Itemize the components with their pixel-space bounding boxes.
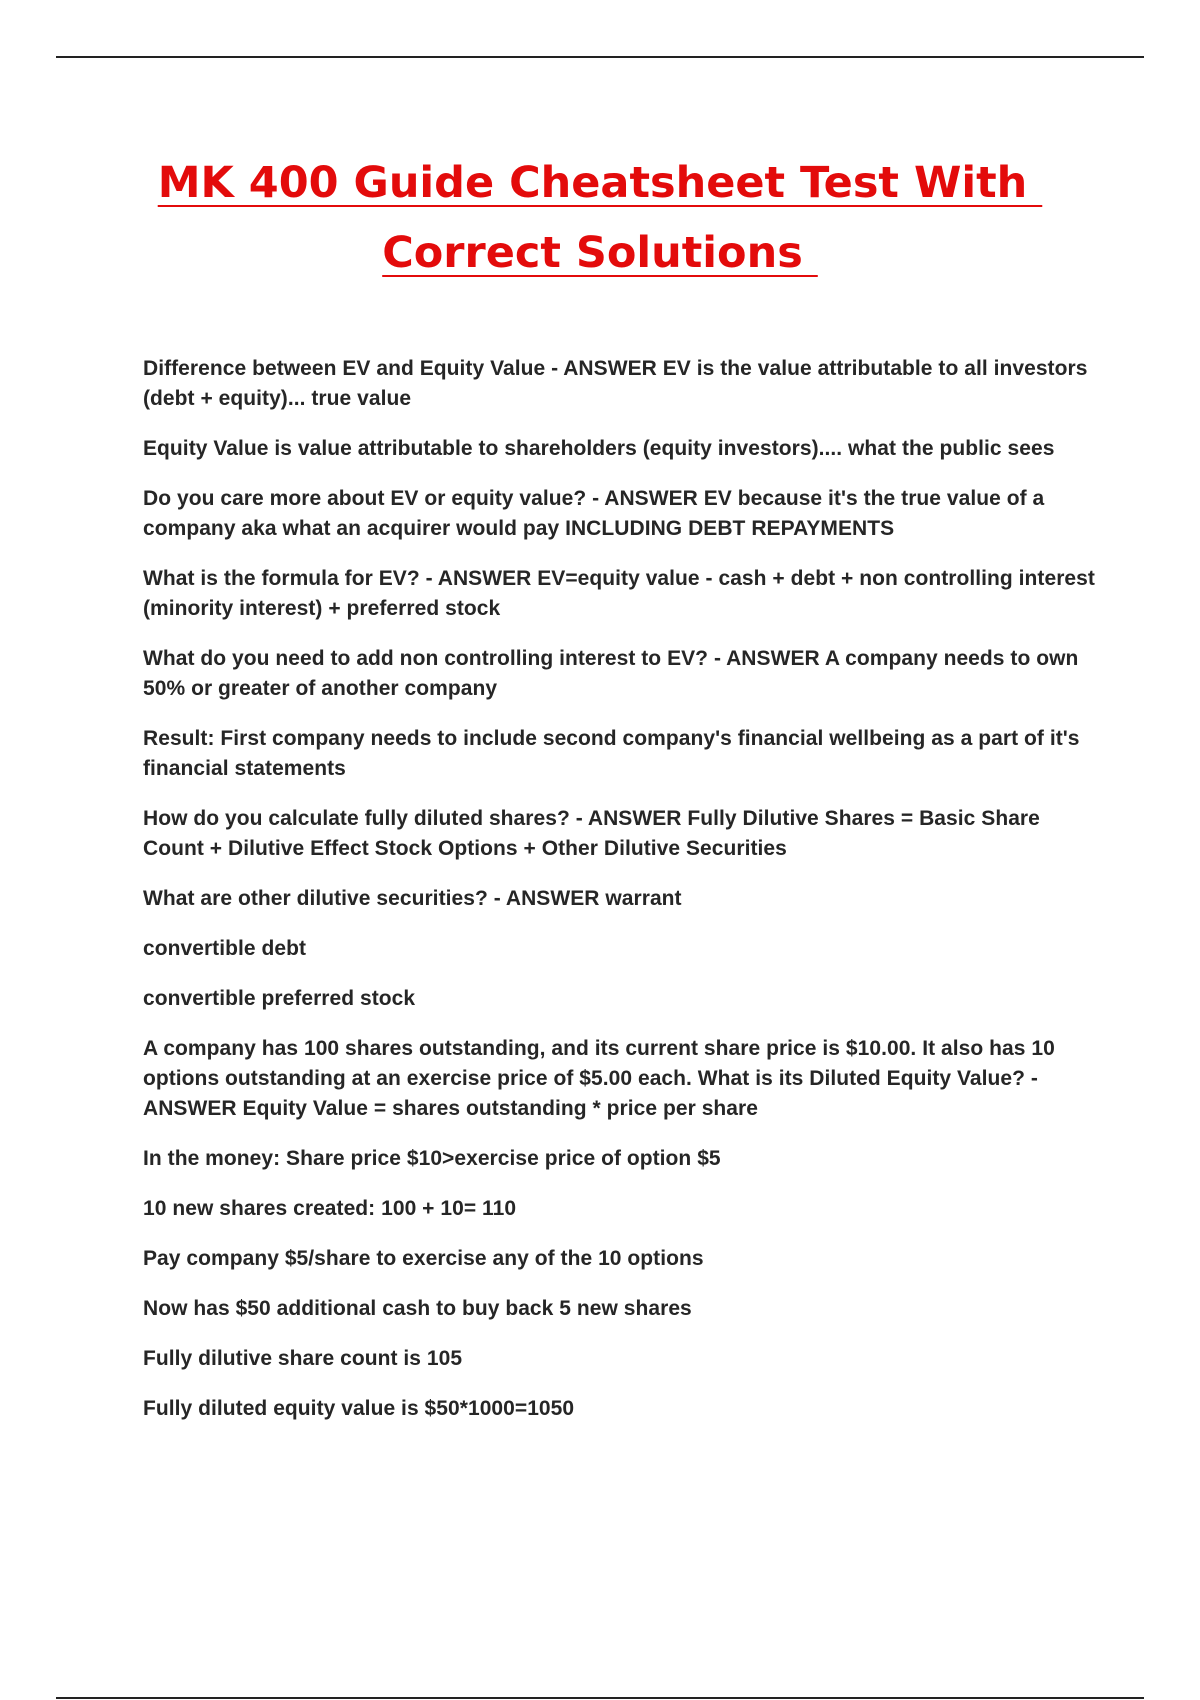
paragraph: convertible debt xyxy=(143,937,306,960)
title-line-2: Correct Solutions xyxy=(382,228,818,278)
paragraph: What is the formula for EV? - ANSWER EV=equity value - cash + debt + non controlling interest (minority interest) + preferred stock xyxy=(143,567,1095,620)
paragraph: Fully dilutive share count is 105 xyxy=(143,1347,463,1370)
paragraph: Pay company $5/share to exercise any of the 10 options xyxy=(143,1247,704,1270)
paragraph: A company has 100 shares outstanding, and its current share price is $10.00. It also has 10 options outstanding at an exercise price of $5.00 each. What is its Diluted Equity Value? - ANSWER Equity Value = shares outstanding * price per share xyxy=(143,1037,1055,1120)
paragraph: Now has $50 additional cash to buy back 5 new shares xyxy=(143,1297,692,1320)
paragraph: What do you need to add non controlling interest to EV? - ANSWER A company needs to own 50% or greater of another company xyxy=(143,647,1079,700)
paragraph: 10 new shares created: 100 + 10= 110 xyxy=(143,1197,517,1220)
paragraph: Fully diluted equity value is $50*1000=1050 xyxy=(143,1397,575,1420)
paragraph: Result: First company needs to include second company's financial wellbeing as a part of it's financial statements xyxy=(143,727,1080,780)
paragraph: Difference between EV and Equity Value - ANSWER EV is the value attributable to all investors (debt + equity)... true value xyxy=(143,357,1088,410)
top-rule xyxy=(56,56,1144,58)
title-line-1: MK 400 Guide Cheatsheet Test With xyxy=(157,158,1043,208)
paragraph: Equity Value is value attributable to shareholders (equity investors).... what the public sees xyxy=(143,437,1055,460)
paragraph: How do you calculate fully diluted shares? - ANSWER Fully Dilutive Shares = Basic Share Count + Dilutive Effect Stock Options + Other Dilutive Securities xyxy=(143,807,1040,860)
paragraph: Do you care more about EV or equity value? - ANSWER EV because it's the true value of a company aka what an acquirer would pay INCLUDING DEBT REPAYMENTS xyxy=(143,487,1045,540)
paragraph: In the money: Share price $10>exercise price of option $5 xyxy=(143,1147,721,1170)
paragraph: convertible preferred stock xyxy=(143,987,416,1010)
paragraph: What are other dilutive securities? - ANSWER warrant xyxy=(143,887,682,910)
document-title xyxy=(100,148,1100,288)
bottom-rule xyxy=(56,1697,1144,1699)
document-body xyxy=(143,354,1103,1444)
